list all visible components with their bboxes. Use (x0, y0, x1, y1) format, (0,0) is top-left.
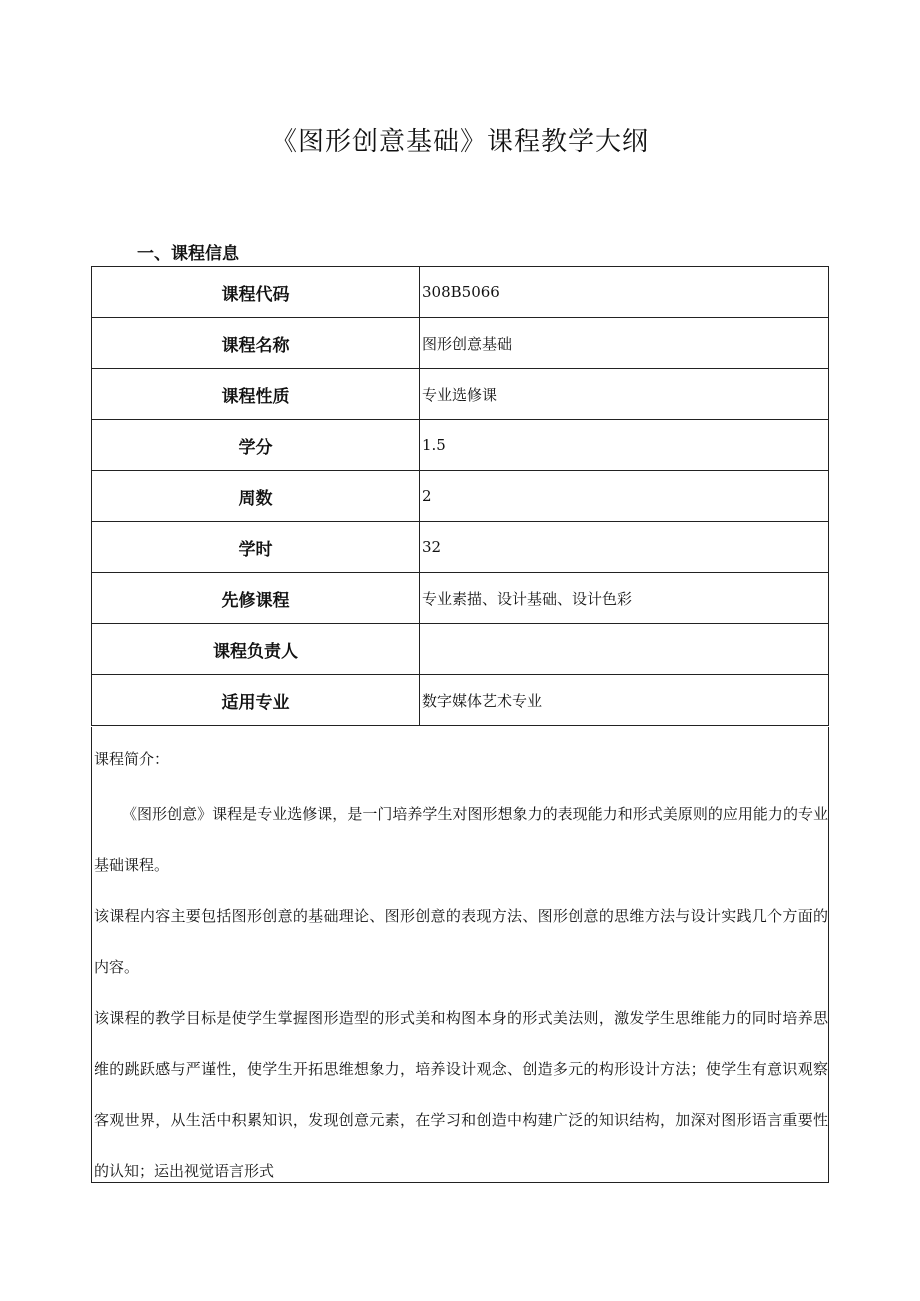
intro-paragraph: 该课程的教学目标是使学生掌握图形造型的形式美和构图本身的形式美法则，激发学生思维能力的同时培养思维的跳跃感与严谨性，使学生开拓思维想象力，培养设计观念、创造多元的构形设计方法；使学生有意识观察客观世界，从生活中积累知识，发现创意元素，在学习和创造中构建广泛的知识结构，加深对图形语言重要性的认知；运出视觉语言形式 (94, 1009, 828, 1180)
table-row (92, 522, 829, 573)
table-row (92, 471, 829, 522)
row-label: 课程性质 (92, 369, 420, 420)
section-heading-course-info: 一、课程信息 (137, 244, 239, 264)
course-info-table (91, 266, 829, 726)
row-value: 2 (420, 471, 829, 522)
row-label: 周数 (92, 471, 420, 522)
table-row (92, 675, 829, 726)
row-value: 32 (420, 522, 829, 573)
row-value: 308B5066 (420, 267, 829, 318)
row-label: 适用专业 (92, 675, 420, 726)
table-row (92, 267, 829, 318)
document-title: 《图形创意基础》课程教学大纲 (270, 127, 649, 157)
row-value: 专业选修课 (420, 369, 829, 420)
intro-paragraph: 该课程内容主要包括图形创意的基础理论、图形创意的表现方法、图形创意的思维方法与设计实践几个方面的内容。 (94, 907, 828, 976)
intro-paragraph: 《图形创意》课程是专业选修课，是一门培养学生对图形想象力的表现能力和形式美原则的应用能力的专业基础课程。 (94, 805, 828, 874)
row-label: 课程代码 (92, 267, 420, 318)
row-value: 图形创意基础 (420, 318, 829, 369)
table-row (92, 573, 829, 624)
row-label: 课程名称 (92, 318, 420, 369)
row-value: 专业素描、设计基础、设计色彩 (420, 573, 829, 624)
row-value (420, 624, 829, 675)
course-intro-section (91, 727, 829, 1183)
table-row (92, 318, 829, 369)
row-label: 课程负责人 (92, 624, 420, 675)
row-value: 1.5 (420, 420, 829, 471)
row-label: 先修课程 (92, 573, 420, 624)
table-row (92, 624, 829, 675)
table-row (92, 420, 829, 471)
row-label: 学时 (92, 522, 420, 573)
table-row (92, 369, 829, 420)
row-label: 学分 (92, 420, 420, 471)
row-value: 数字媒体艺术专业 (420, 675, 829, 726)
course-intro-label: 课程简介： (94, 750, 170, 768)
